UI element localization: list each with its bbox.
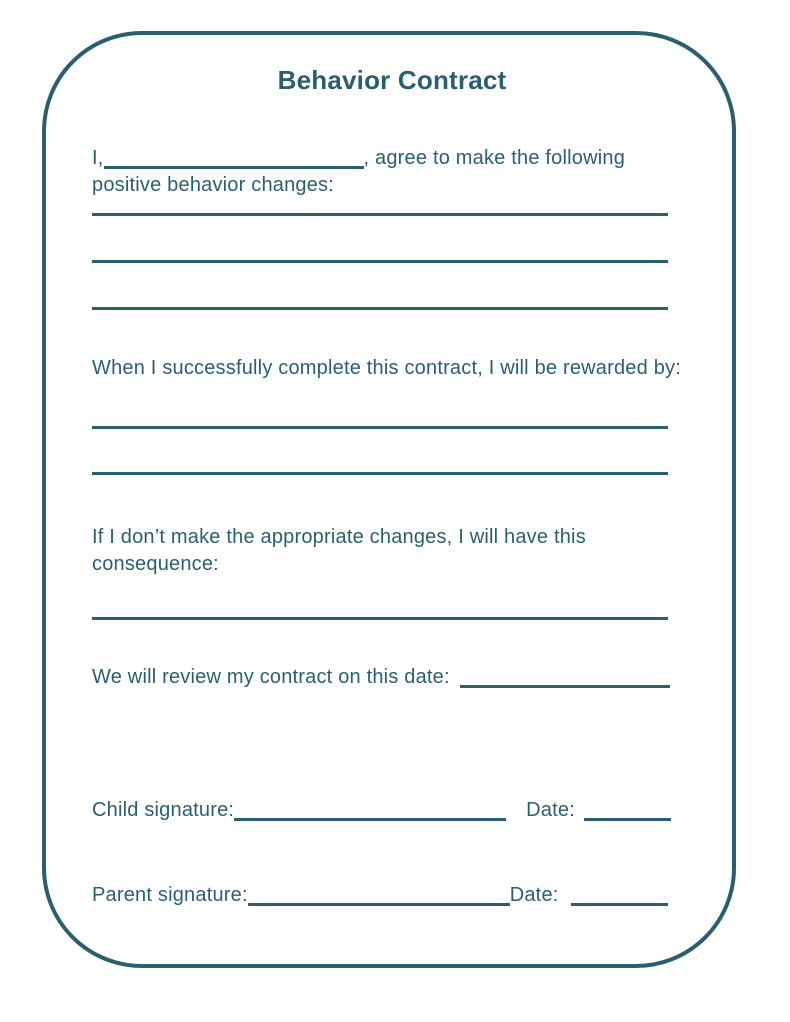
parent-signature-label: Parent signature: — [92, 884, 248, 906]
intro-prefix: I, — [92, 147, 104, 169]
child-signature-row — [92, 797, 692, 824]
page-title: Behavior Contract — [277, 65, 507, 95]
intro-paragraph — [92, 145, 692, 199]
parent-signature-blank[interactable] — [248, 888, 510, 906]
consequence-prompt — [92, 524, 692, 578]
consequence-line2: consequence: — [92, 553, 219, 575]
review-prompt: We will review my contract on this date: — [92, 666, 450, 688]
parent-date-label: Date: — [509, 884, 559, 906]
intro-line2: positive behavior changes: — [92, 174, 335, 196]
reward-prompt: When I successfully complete this contract, I will be rewarded by: — [92, 357, 681, 379]
behavior-change-line-2[interactable] — [92, 260, 668, 263]
child-signature-blank[interactable] — [234, 803, 506, 821]
behavior-change-line-3[interactable] — [92, 307, 668, 310]
behavior-change-line-1[interactable] — [92, 213, 668, 216]
reward-line-1[interactable] — [92, 426, 668, 429]
child-date-label: Date: — [526, 799, 575, 821]
name-blank[interactable] — [104, 151, 364, 169]
consequence-line[interactable] — [92, 617, 668, 620]
intro-suffix: , agree to make the following — [363, 147, 626, 169]
child-date-blank[interactable] — [584, 803, 671, 821]
parent-signature-row — [92, 882, 692, 909]
review-date-blank[interactable] — [460, 670, 670, 688]
child-signature-label: Child signature: — [92, 799, 235, 821]
parent-date-blank[interactable] — [571, 888, 668, 906]
consequence-line1: If I don’t make the appropriate changes, I will have this — [92, 526, 586, 548]
contract-border-frame — [42, 31, 736, 968]
reward-line-2[interactable] — [92, 472, 668, 475]
review-row — [92, 664, 692, 691]
